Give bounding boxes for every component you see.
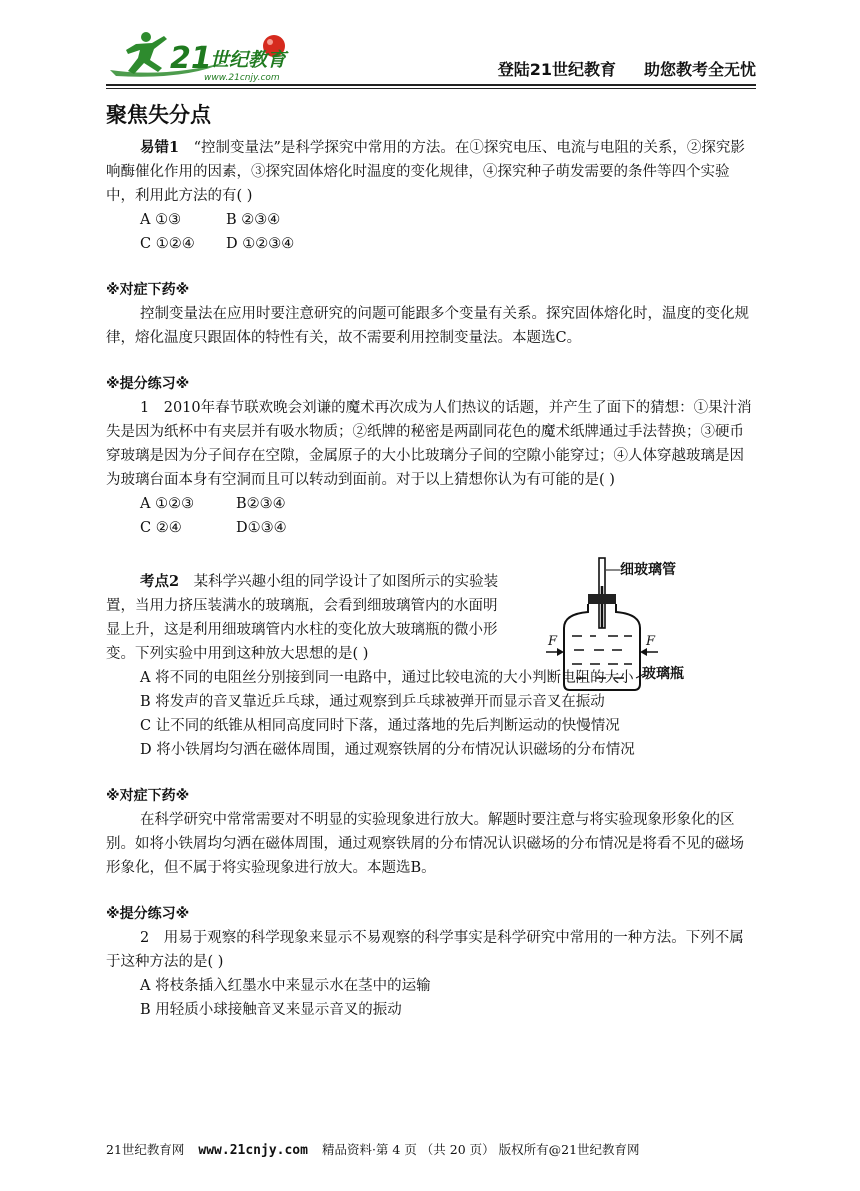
header-divider [106, 84, 756, 86]
svg-text:21: 21 [170, 41, 212, 76]
option-d: D ①②③④ [226, 236, 295, 252]
header-divider-thin [106, 88, 756, 89]
practice-2-text: 2 用易于观察的科学现象来显示不易观察的科学事实是科学研究中常用的一种方法。下列不属于这种方法的是( ) [106, 930, 744, 970]
logo-text: 世纪教育 [210, 49, 287, 71]
site-logo [106, 28, 316, 82]
question-2-option-c: C 让不同的纸锥从相同高度同时下落，通过落地的先后判断运动的快慢情况 [140, 718, 620, 734]
question-1 [106, 136, 756, 208]
question-2-option-a: A 将不同的电阻丝分别接到同一电路中，通过比较电流的大小判断电阻的大小 [140, 670, 634, 686]
practice-2-heading: ※提分练习※ [106, 906, 190, 922]
question-2-option-b: B 将发声的音叉靠近乒乓球，通过观察到乒乓球被弹开而显示音叉在振动 [140, 694, 605, 710]
practice-1-heading: ※提分练习※ [106, 376, 190, 392]
stopper-icon [588, 594, 616, 604]
question-2-text: 某科学兴趣小组的同学设计了如图所示的实验装置，当用力挤压装满水的玻璃瓶，会看到细玻璃管内的水面明显上升，这是利用细玻璃管内水柱的变化放大玻璃瓶的微小形变。下列实验中用到这种放大思想的是( ) [106, 574, 499, 662]
option-c: C ②④ [140, 520, 182, 536]
practice-2-option-a: A 将枝条插入红墨水中来显示水在茎中的运输 [140, 978, 431, 994]
question-2-label: 考点2 [140, 573, 180, 590]
practice-1-text: 1 2010年春节联欢晚会刘谦的魔术再次成为人们热议的话题，并产生了面下的猜想：①果汁消失是因为纸杯中有夹层并有吸水物质；②纸牌的秘密是两副同花色的魔术纸牌通过手法替换；③硬币穿玻璃是因为分子间存在空隙，金属原子的大小比玻璃分子间的空隙小能穿过；④人体穿越玻璃是因为玻璃台面本身有空洞而且可以转动到面前。对于以上猜想你认为有可能的是( ) [106, 400, 752, 488]
section-title: 聚焦失分点 [106, 103, 211, 127]
slogan-right: 助您教考全无忧 [643, 60, 756, 79]
practice-1-options-row-2 [106, 516, 756, 540]
remedy-2-text: 在科学研究中常常需要对不明显的实验现象进行放大。解题时要注意与将实验现象形象化的区别。如将小铁屑均匀洒在磁体周围，通过观察铁屑的分布情况认识磁场的分布情况是将看不见的磁场形象化，但不属于将实验现象进行放大。本题选B。 [106, 812, 744, 876]
page-header [106, 28, 756, 84]
label-glass-tube: 细玻璃管 [620, 562, 676, 578]
question-1-options-row-2 [106, 232, 756, 256]
question-2 [106, 570, 506, 666]
question-1-text: “控制变量法”是科学探究中常用的方法。在①探究电压、电流与电阻的关系，②探究影响酶催化作用的因素，③探究固体熔化时温度的变化规律，④探究种子萌发需要的条件等四个实验中，利用此方法的有( ) [106, 140, 745, 204]
option-c: C ①②④ [140, 236, 195, 252]
label-force-right: F [646, 634, 656, 649]
footer-url[interactable]: www.21cnjy.com [198, 1143, 308, 1158]
bottle-apparatus-figure [544, 556, 714, 696]
page-content [106, 100, 756, 1022]
slogan-left: 登陆21世纪教育 [497, 60, 616, 79]
label-force-left: F [548, 634, 558, 649]
label-bottle: 玻璃瓶 [642, 666, 684, 682]
option-b: B②③④ [236, 496, 286, 512]
remedy-1-text: 控制变量法在应用时要注意研究的问题可能跟多个变量有关系。探究固体熔化时，温度的变化规律，熔化温度只跟固体的特性有关，故不需要利用控制变量法。本题选C。 [106, 306, 749, 346]
page-footer [106, 1140, 756, 1158]
header-slogan [498, 57, 756, 80]
question-1-options-row-1 [106, 208, 756, 232]
option-a: A ①②③ [140, 496, 195, 512]
logo-url: www.21cnjy.com [204, 73, 280, 82]
remedy-2-heading: ※对症下药※ [106, 788, 190, 804]
question-1-label: 易错1 [140, 139, 180, 156]
remedy-1-heading: ※对症下药※ [106, 282, 190, 298]
option-a: A ①③ [140, 212, 182, 228]
footer-text: 精品资料·第 4 页 （共 20 页） 版权所有@21世纪教育网 [321, 1142, 640, 1157]
practice-2-option-b: B 用轻质小球接触音叉来显示音叉的振动 [140, 1002, 402, 1018]
option-b: B ②③④ [226, 212, 281, 228]
footer-site: 21世纪教育网 [106, 1142, 185, 1157]
practice-1-options-row-1 [106, 492, 756, 516]
question-2-option-d: D 将小铁屑均匀洒在磁体周围，通过观察铁屑的分布情况认识磁场的分布情况 [140, 742, 635, 758]
option-d: D①③④ [236, 520, 287, 536]
logo-graphic [106, 28, 316, 82]
